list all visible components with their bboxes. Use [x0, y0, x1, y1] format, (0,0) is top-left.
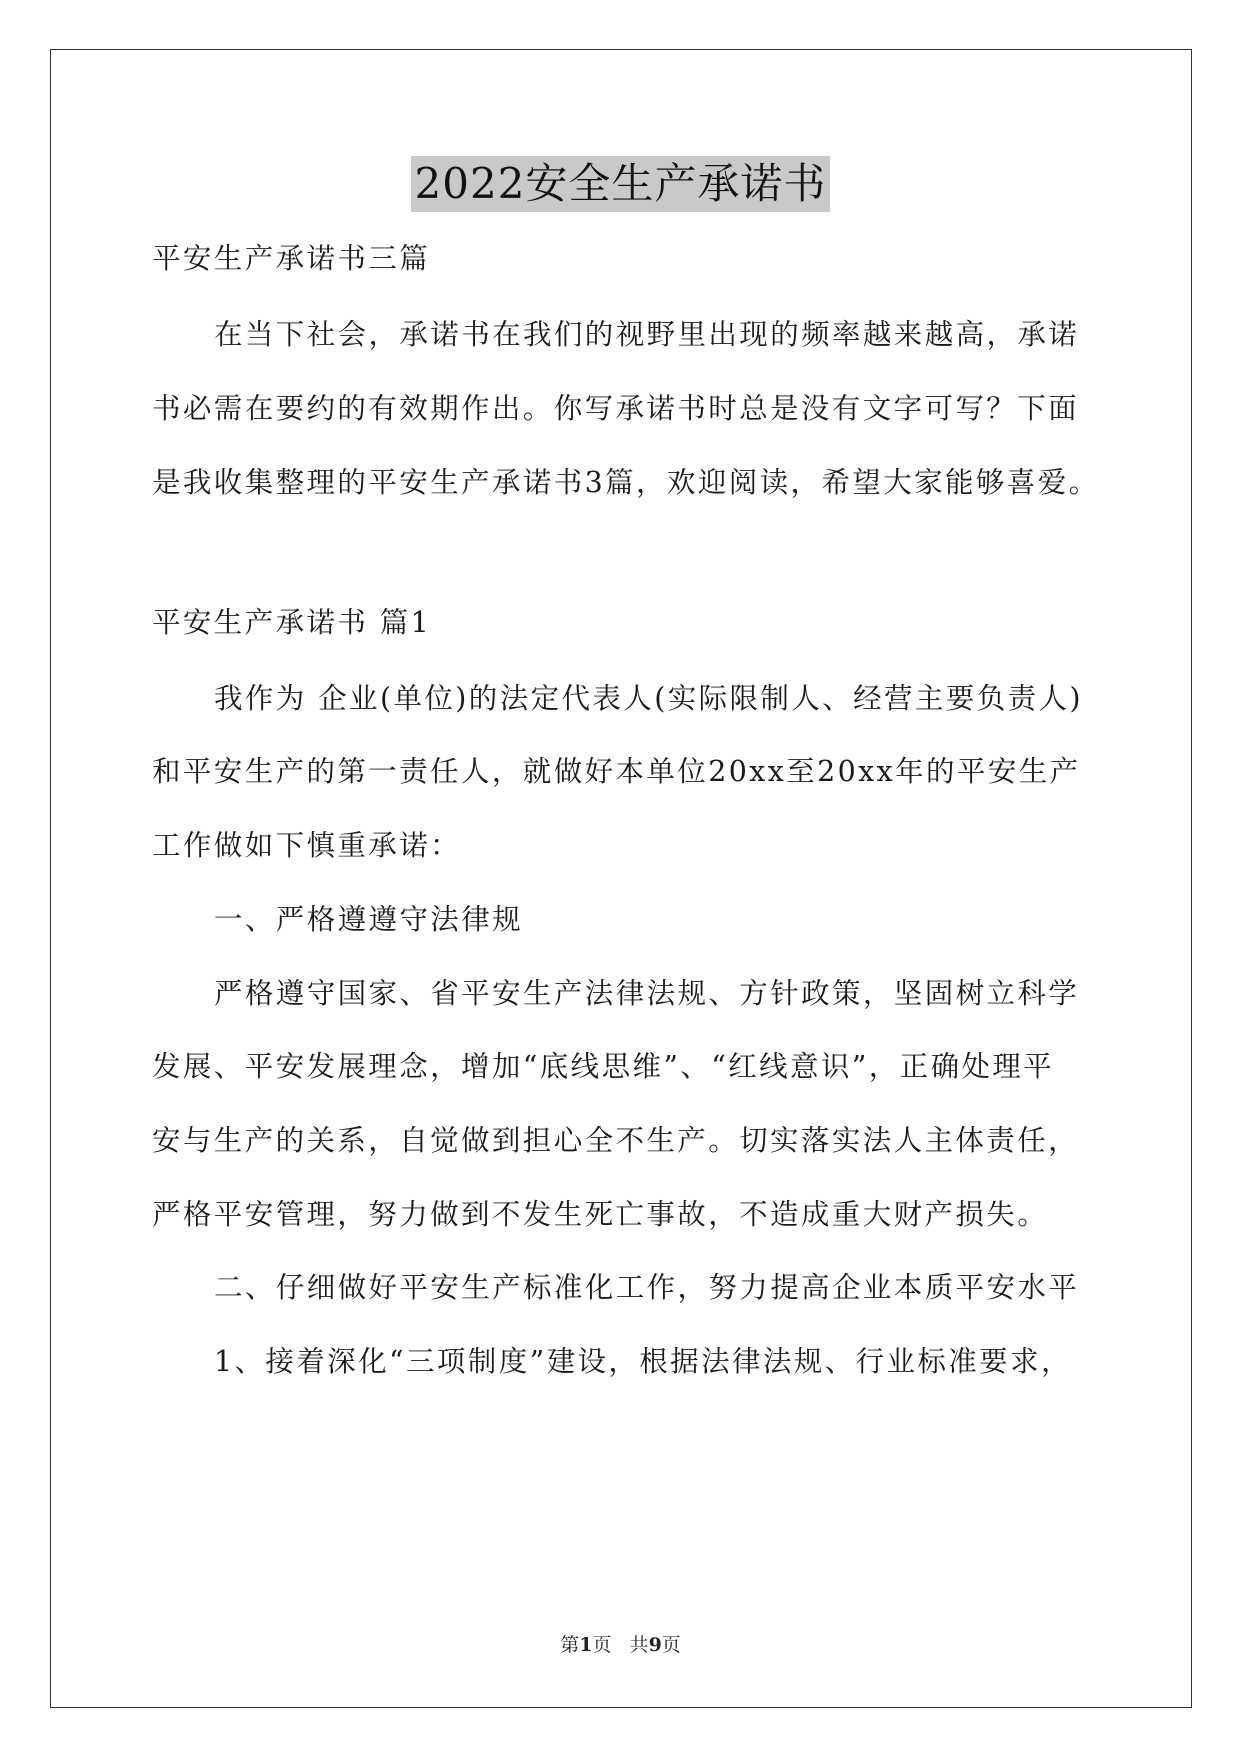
subtitle-line: 平安生产承诺书三篇 [152, 242, 431, 275]
intro-line-1: 在当下社会，承诺书在我们的视野里出现的频率越来越高，承诺 [214, 318, 1080, 351]
body-line-2: 和平安生产的第一责任人，就做好本单位20xx至20xx年的平安生产 [152, 755, 1081, 788]
body-line-4: 严格遵守国家、省平安生产法律法规、方针政策，坚固树立科学 [214, 977, 1080, 1010]
body-line-6: 安与生产的关系，自觉做到担心全不生产。切实落实法人主体责任， [152, 1124, 1080, 1157]
page-footer [0, 1630, 1241, 1657]
page-border [50, 49, 1192, 1708]
body-line-3: 工作做如下慎重承诺： [152, 829, 462, 862]
title-container [0, 156, 1241, 212]
intro-line-3: 是我收集整理的平安生产承诺书3篇，欢迎阅读，希望大家能够喜爱。 [152, 466, 1100, 499]
document-title: 2022安全生产承诺书 [411, 156, 831, 212]
body-line-7: 严格平安管理，努力做到不发生死亡事故，不造成重大财产损失。 [152, 1198, 1049, 1231]
footer-page-number: 1 [579, 1634, 593, 1656]
footer-total-pages: 9 [648, 1634, 662, 1656]
footer-prefix: 第 [560, 1634, 580, 1656]
footer-middle: 页 共 [592, 1634, 649, 1656]
section-heading: 平安生产承诺书 篇1 [152, 606, 432, 639]
item-heading-2: 二、仔细做好平安生产标准化工作，努力提高企业本质平安水平 [214, 1271, 1080, 1304]
footer-suffix: 页 [661, 1634, 681, 1656]
body-line-5: 发展、平安发展理念，增加“底线思维”、“红线意识”，正确处理平 [152, 1050, 1055, 1083]
body-line-1: 我作为 企业(单位)的法定代表人(实际限制人、经营主要负责人) [214, 682, 1083, 715]
intro-line-2: 书必需在要约的有效期作出。你写承诺书时总是没有文字可写？下面 [152, 392, 1080, 425]
body-line-8: 1、接着深化“三项制度”建设，根据法律法规、行业标准要求， [214, 1345, 1072, 1378]
item-heading-1: 一、严格遵遵守法律规 [214, 903, 524, 936]
